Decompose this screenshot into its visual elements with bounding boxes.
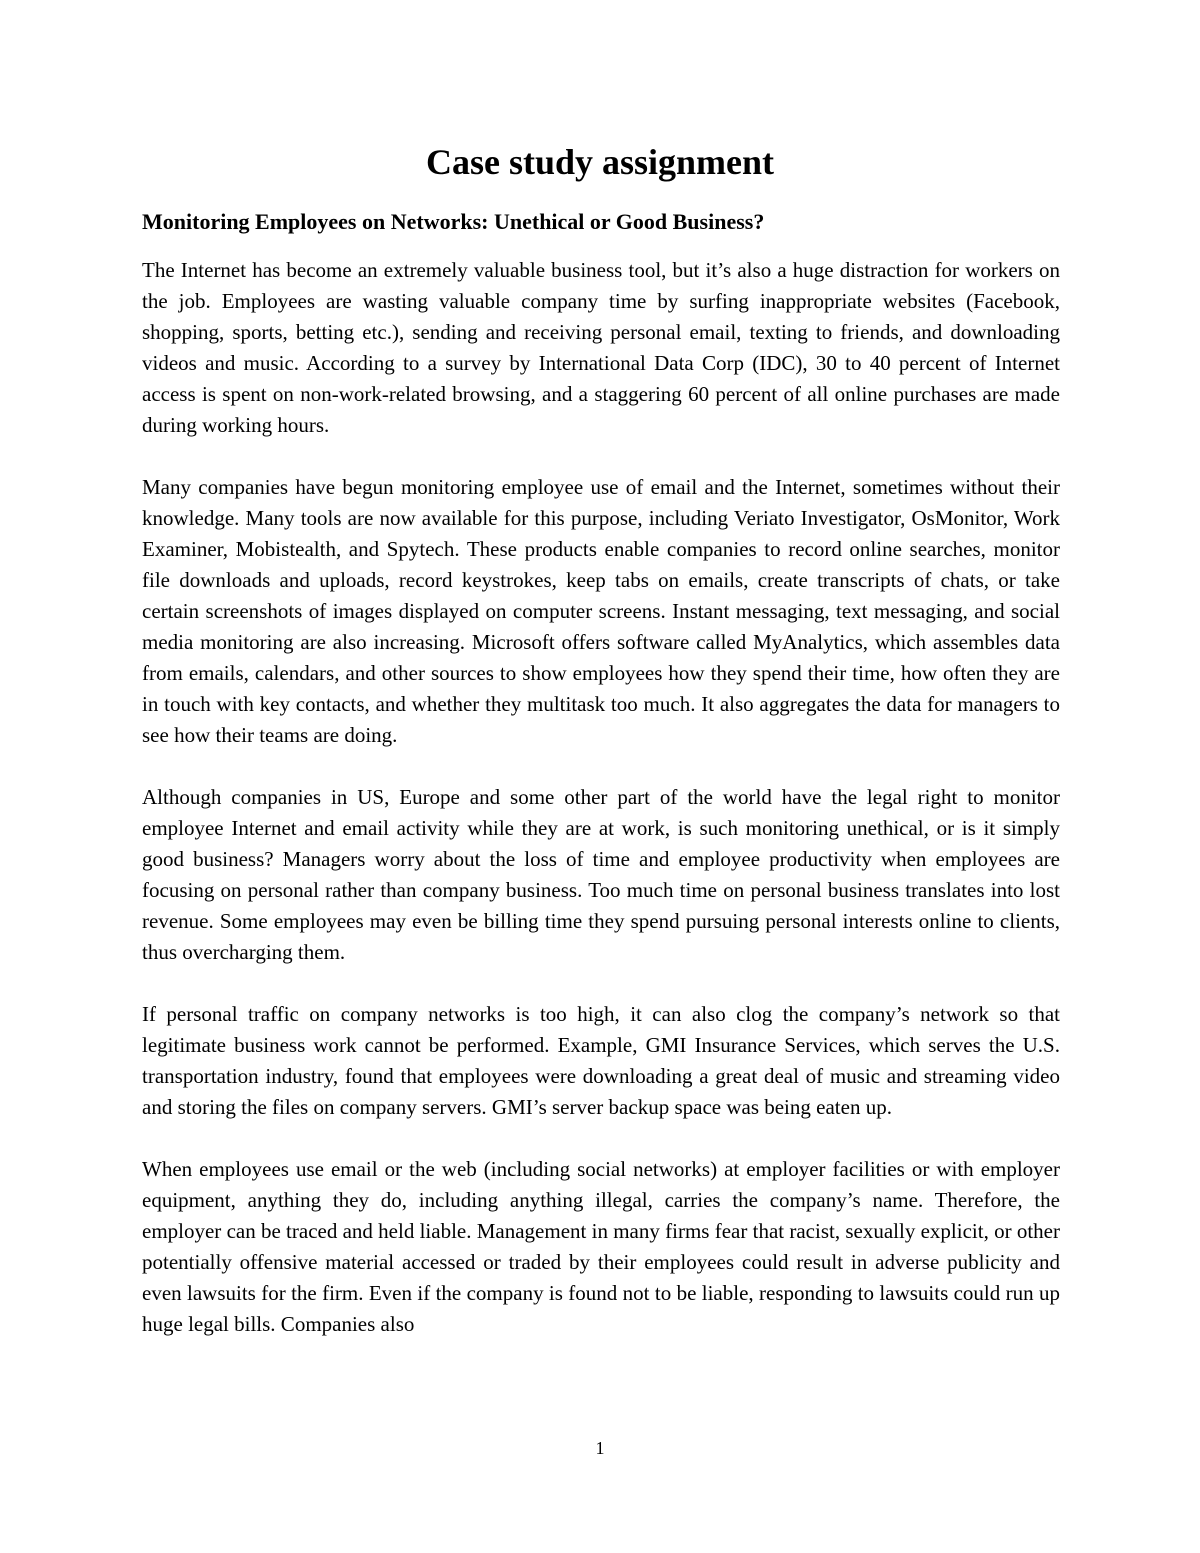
- paragraph: The Internet has become an extremely valuable business tool, but it’s also a huge distraction for workers on the job. Employees are wasting valuable company time by surfing inappropriate websites (Facebook, shopping, sports, betting etc.), sending and receiving personal email, texting to friends, and downloading videos and music. According to a survey by International Data Corp (IDC), 30 to 40 percent of Internet access is spent on non-work-related browsing, and a staggering 60 percent of all online purchases are made during working hours.: [142, 258, 1060, 437]
- page-number: 1: [595, 1438, 605, 1458]
- paragraph: Many companies have begun monitoring employee use of email and the Internet, sometimes without their knowledge. Many tools are now available for this purpose, including Veriato Investigator, OsMonitor, Work Examiner, Mobistealth, and Spytech. These products enable companies to record online searches, monitor file downloads and uploads, record keystrokes, keep tabs on emails, create transcripts of chats, or take certain screenshots of images displayed on computer screens. Instant messaging, text messaging, and social media monitoring are also increasing. Microsoft offers software called MyAnalytics, which assembles data from emails, calendars, and other sources to show employees how they spend their time, how often they are in touch with key contacts, and whether they multitask too much. It also aggregates the data for managers to see how their teams are doing.: [142, 475, 1060, 747]
- paragraph: When employees use email or the web (including social networks) at employer facilities or with employer equipment, anything they do, including anything illegal, carries the company’s name. Therefore, the employer can be traced and held liable. Management in many firms fear that racist, sexually explicit, or other potentially offensive material accessed or traded by their employees could result in adverse publicity and even lawsuits for the firm. Even if the company is found not to be liable, responding to lawsuits could run up huge legal bills. Companies also: [142, 1157, 1060, 1336]
- body-text: [142, 255, 1060, 1371]
- paragraph: Although companies in US, Europe and some other part of the world have the legal right to monitor employee Internet and email activity while they are at work, is such monitoring unethical, or is it simply good business? Managers worry about the loss of time and employee productivity when employees are focusing on personal rather than company business. Too much time on personal business translates into lost revenue. Some employees may even be billing time they spend pursuing personal interests online to clients, thus overcharging them.: [142, 785, 1060, 964]
- page-subtitle: Monitoring Employees on Networks: Unethical or Good Business?: [142, 209, 765, 234]
- paragraph: If personal traffic on company networks is too high, it can also clog the company’s network so that legitimate business work cannot be performed. Example, GMI Insurance Services, which serves the U.S. transportation industry, found that employees were downloading a great deal of music and streaming video and storing the files on company servers. GMI’s server backup space was being eaten up.: [142, 1002, 1060, 1119]
- page-title: Case study assignment: [425, 142, 775, 182]
